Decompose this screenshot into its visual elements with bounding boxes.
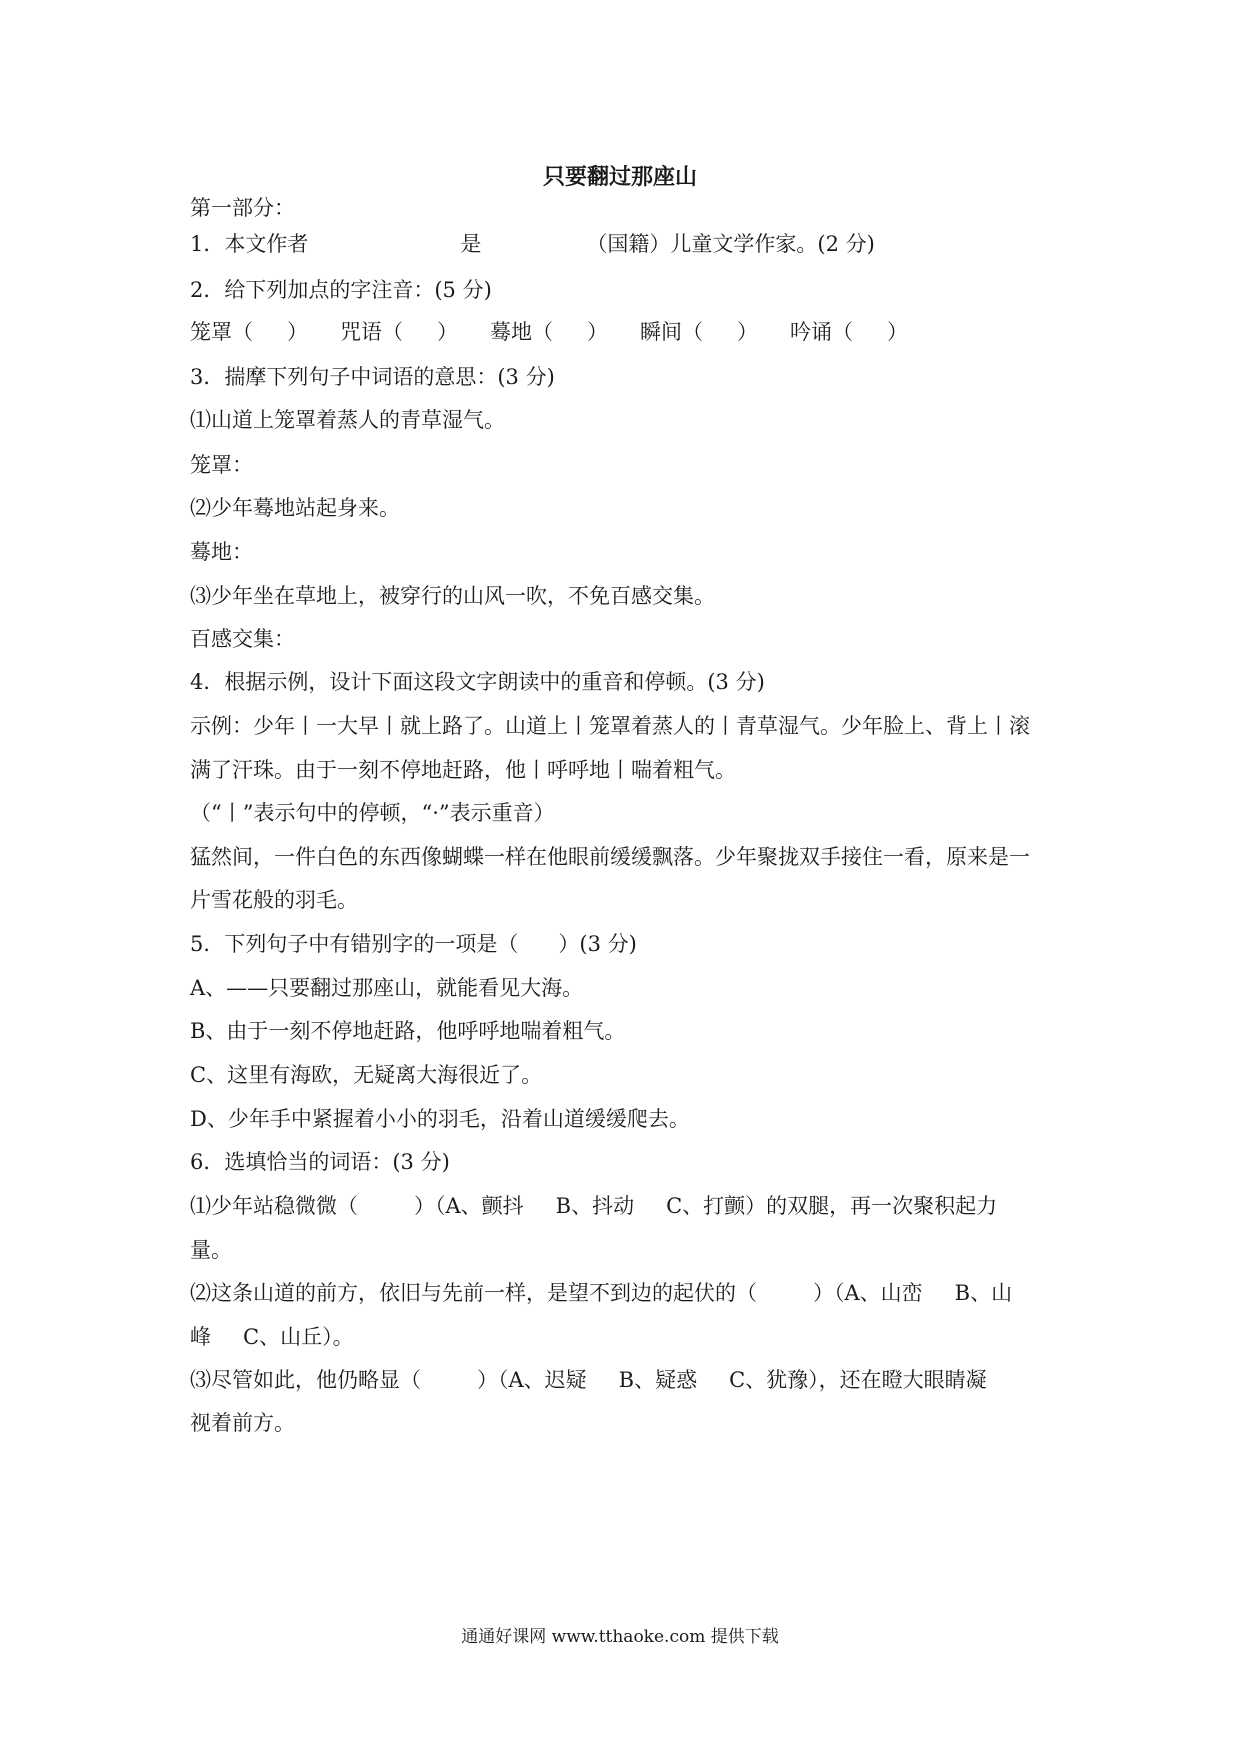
q6-sentence-2 [190, 1279, 1060, 1307]
q6-s3-d: C、犹豫），还在瞪大眼睛凝 [729, 1368, 987, 1392]
q5-prompt-b: ）(3 分) [558, 932, 637, 956]
q6-s2-b: ）（A、山峦 [813, 1281, 923, 1305]
q2-item-1-open: 笼罩（ [190, 320, 253, 344]
q2-item-2-close: ） [437, 320, 458, 344]
q6-s1-b: ）（A、颤抖 [414, 1194, 524, 1218]
q2-item-2-open: 咒语（ [340, 320, 403, 344]
q6-s3-c: B、疑惑 [618, 1368, 698, 1392]
q2-item-3-close: ） [587, 320, 608, 344]
q6-sentence-1-cont: 量。 [190, 1238, 232, 1262]
q4-passage-line-2: 片雪花般的羽毛。 [190, 888, 358, 912]
q6-s2-c: B、山 [954, 1281, 1013, 1305]
page-footer: 通通好课网 www.tthaoke.com 提供下载 [461, 1627, 779, 1647]
q6-s3-b: ）（A、迟疑 [477, 1368, 587, 1392]
q6-sentence-2-cont [190, 1323, 1060, 1351]
q2-item-1-close: ） [287, 320, 308, 344]
q5-option-b: B、由于一刻不停地赶路，他呼呼地喘着粗气。 [190, 1019, 626, 1043]
q5-option-d: D、少年手中紧握着小小的羽毛，沿着山道缓缓爬去。 [190, 1107, 690, 1131]
question-6-prompt: 6．选填恰当的词语：(3 分) [190, 1150, 450, 1174]
q1-text-a: 1．本文作者 [190, 232, 309, 256]
q2-item-4-open: 瞬间（ [640, 320, 703, 344]
q6-s2-e: C、山丘）。 [243, 1325, 354, 1349]
q4-example-line-1: 示例：少年丨一大早丨就上路了。山道上丨笼罩着蒸人的丨青草湿气。少年脸上、背上丨滚 [190, 714, 1030, 738]
q3-answer-1: 笼罩： [190, 453, 253, 477]
q4-passage-line-1: 猛然间，一件白色的东西像蝴蝶一样在他眼前缓缓飘落。少年聚拢双手接住一看，原来是一 [190, 845, 1030, 869]
q5-option-a: A、——只要翻过那座山，就能看见大海。 [190, 976, 584, 1000]
q6-sentence-1 [190, 1192, 1060, 1220]
q4-note: （“丨”表示句中的停顿，“·”表示重音） [190, 801, 555, 825]
q6-sentence-3 [190, 1366, 1060, 1394]
q5-prompt-a: 5．下列句子中有错别字的一项是（ [190, 932, 519, 956]
q3-sentence-1: ⑴山道上笼罩着蒸人的青草湿气。 [190, 408, 505, 432]
q1-text-c: （国籍）儿童文学作家。(2 分) [586, 232, 875, 256]
q6-s2-d: 峰 [190, 1325, 211, 1349]
q5-option-c: C、这里有海欧，无疑离大海很近了。 [190, 1063, 543, 1087]
q6-s3-a: ⑶尽管如此，他仍略显（ [190, 1368, 421, 1392]
q3-answer-2: 蓦地： [190, 540, 253, 564]
question-2-prompt: 2．给下列加点的字注音：(5 分) [190, 278, 492, 302]
q3-sentence-2: ⑵少年蓦地站起身来。 [190, 496, 400, 520]
q6-s1-c: B、抖动 [555, 1194, 635, 1218]
part-label: 第一部分： [190, 196, 295, 220]
q6-sentence-3-cont: 视着前方。 [190, 1411, 295, 1435]
q3-sentence-3: ⑶少年坐在草地上，被穿行的山风一吹，不免百感交集。 [190, 584, 715, 608]
q1-text-b: 是 [460, 232, 482, 256]
q2-item-3-open: 蓦地（ [490, 320, 553, 344]
question-1 [190, 230, 1060, 258]
question-5-prompt [190, 930, 1060, 958]
q2-item-4-close: ） [737, 320, 758, 344]
question-2-items [190, 318, 1060, 346]
q6-s1-d: C、打颤）的双腿，再一次聚积起力 [666, 1194, 998, 1218]
document-title: 只要翻过那座山 [542, 165, 697, 190]
q6-s2-a: ⑵这条山道的前方，依旧与先前一样，是望不到边的起伏的（ [190, 1281, 757, 1305]
question-3-prompt: 3．揣摩下列句子中词语的意思：(3 分) [190, 365, 555, 389]
q4-example-line-2: 满了汗珠。由于一刻不停地赶路，他丨呼呼地丨喘着粗气。 [190, 758, 736, 782]
q6-s1-a: ⑴少年站稳微微（ [190, 1194, 358, 1218]
q2-item-5-close: ） [887, 320, 908, 344]
q3-answer-3: 百感交集： [190, 627, 295, 651]
q2-item-5-open: 吟诵（ [790, 320, 853, 344]
question-4-prompt: 4．根据示例，设计下面这段文字朗读中的重音和停顿。(3 分) [190, 670, 765, 694]
